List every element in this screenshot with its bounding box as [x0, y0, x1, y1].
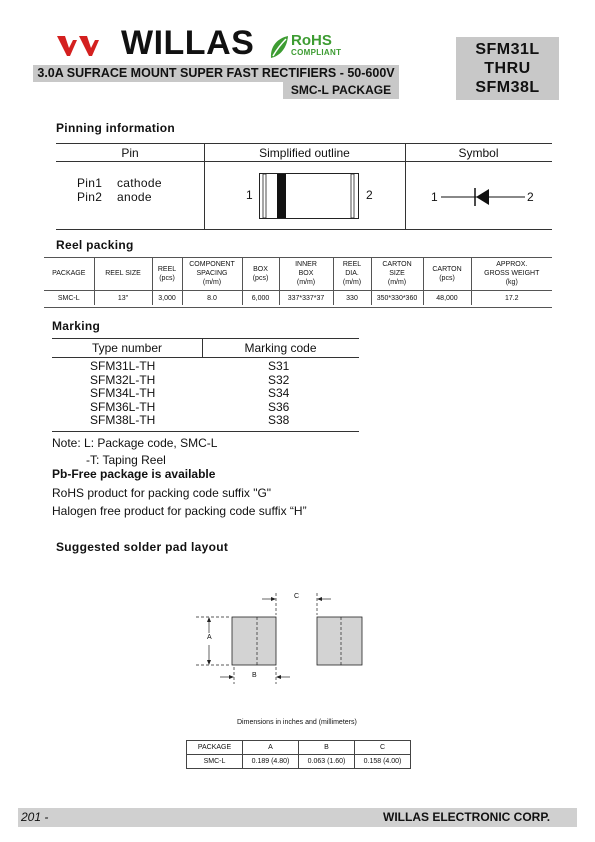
dims-value-b: 0.063 (1.60) — [299, 755, 355, 769]
reel-value-reel-pcs: 3,000 — [152, 291, 182, 306]
willas-logo-icon — [57, 36, 103, 61]
note-rohs-suffix: RoHS product for packing code suffix "G" — [52, 486, 272, 500]
solder-pad-drawing — [190, 585, 375, 695]
reel-value-carton-pcs: 48,000 — [423, 291, 471, 306]
brand-name: WILLAS — [121, 24, 255, 62]
reel-header-carton-size: CARTON SIZE (m/m) — [371, 257, 423, 291]
leaf-icon — [268, 34, 290, 60]
pin2-description: anode — [117, 190, 152, 204]
reel-header-reel-size: REEL SIZE — [94, 257, 152, 291]
reel-value-inner-box: 337*337*37 — [279, 291, 333, 306]
dims-value-package: SMC-L — [187, 755, 243, 769]
type-number: SFM36L-TH — [90, 399, 156, 414]
note-taping-reel: -T: Taping Reel — [86, 453, 166, 467]
marking-code: S38 — [268, 413, 290, 427]
type-number-header: Type number — [91, 341, 163, 355]
reel-value-spacing: 8.0 — [182, 291, 242, 306]
dims-header-b: B — [299, 741, 355, 755]
symbol-pin1-label: 1 — [431, 190, 438, 204]
symbol-column-header: Symbol — [458, 146, 499, 160]
solder-heading: Suggested solder pad layout — [56, 540, 229, 554]
rohs-badge — [268, 32, 342, 65]
type-number: SFM34L-TH — [90, 386, 156, 400]
pin1-description: cathode — [117, 176, 162, 190]
rohs-title: RoHS — [291, 32, 332, 49]
pin1-label: Pin1 — [77, 176, 103, 190]
symbol-pin2-label: 2 — [527, 190, 534, 204]
dimensions-table — [186, 740, 411, 769]
dims-value-c: 0.158 (4.00) — [355, 755, 411, 769]
reel-header-package: PACKAGE — [44, 257, 94, 291]
reel-header-reel-pcs: REEL (pcs) — [152, 257, 182, 291]
part-thru: THRU — [484, 60, 531, 77]
note-package-code: Note: L: Package code, SMC-L — [52, 436, 218, 450]
marking-code: S31 — [268, 359, 290, 373]
dims-header-c: C — [355, 741, 411, 755]
dimension-a-label: A — [207, 634, 212, 641]
rohs-subtitle: COMPLIANT — [291, 48, 342, 57]
dimension-b-label: B — [252, 672, 257, 679]
reel-value-package: SMC-L — [44, 291, 94, 306]
dimension-caption: Dimensions in inches and (millimeters) — [237, 719, 357, 726]
product-subtitle: 3.0A SUFRACE MOUNT SUPER FAST RECTIFIERS - 50-600V — [33, 65, 399, 82]
reel-header-reel-dia: REEL DIA. (m/m) — [333, 257, 371, 291]
outline-pin2-label: 2 — [366, 188, 373, 202]
reel-value-reel-dia: 330 — [333, 291, 371, 306]
part-number-box — [456, 37, 559, 100]
page-number: 201 - — [21, 810, 49, 824]
dims-value-a: 0.189 (4.80) — [243, 755, 299, 769]
note-halogen-suffix: Halogen free product for packing code suffix “H” — [52, 504, 307, 518]
reel-header-spacing: COMPONENT SPACING (m/m) — [182, 257, 242, 291]
diode-symbol-icon — [441, 187, 525, 212]
reel-header-weight: APPROX. GROSS WEIGHT (kg) — [484, 261, 540, 286]
marking-code: S36 — [268, 399, 290, 414]
reel-header-carton-pcs: CARTON (pcs) — [423, 257, 471, 291]
reel-value-reel-size: 13" — [94, 291, 152, 306]
marking-heading: Marking — [52, 319, 101, 333]
pinning-heading: Pinning information — [56, 121, 176, 135]
outline-column-header: Simplified outline — [259, 146, 350, 160]
note-pb-free: Pb-Free package is available — [52, 467, 216, 481]
part-number-start: SFM31L — [475, 41, 540, 58]
pin2-label: Pin2 — [77, 190, 103, 204]
marking-code: S32 — [268, 372, 290, 387]
diode-outline-icon — [259, 173, 359, 224]
marking-code: S34 — [268, 386, 290, 400]
package-label: SMC-L PACKAGE — [283, 82, 399, 99]
reel-bottom-rule — [44, 307, 552, 308]
reel-value-weight: 17.2 — [471, 291, 552, 306]
reel-heading: Reel packing — [56, 238, 134, 252]
marking-code-header: Marking code — [244, 341, 317, 355]
reel-table — [44, 257, 552, 305]
part-number-end: SFM38L — [475, 79, 540, 96]
dims-header-a: A — [243, 741, 299, 755]
reel-header-box: BOX (pcs) — [242, 257, 279, 291]
dims-header-package: PACKAGE — [187, 741, 243, 755]
reel-value-carton-size: 350*330*360 — [371, 291, 423, 306]
dimension-c-label: C — [294, 593, 300, 600]
outline-pin1-label: 1 — [246, 188, 253, 202]
pin-column-header: Pin — [121, 146, 139, 160]
type-number: SFM38L-TH — [90, 413, 156, 427]
marking-table — [52, 338, 359, 432]
type-number: SFM31L-TH — [90, 359, 156, 373]
pinning-table — [56, 143, 552, 230]
reel-header-inner-box: INNER BOX (m/m) — [279, 257, 333, 291]
type-number: SFM32L-TH — [90, 372, 156, 387]
company-name: WILLAS ELECTRONIC CORP. — [383, 810, 551, 824]
reel-value-box: 6,000 — [242, 291, 279, 306]
